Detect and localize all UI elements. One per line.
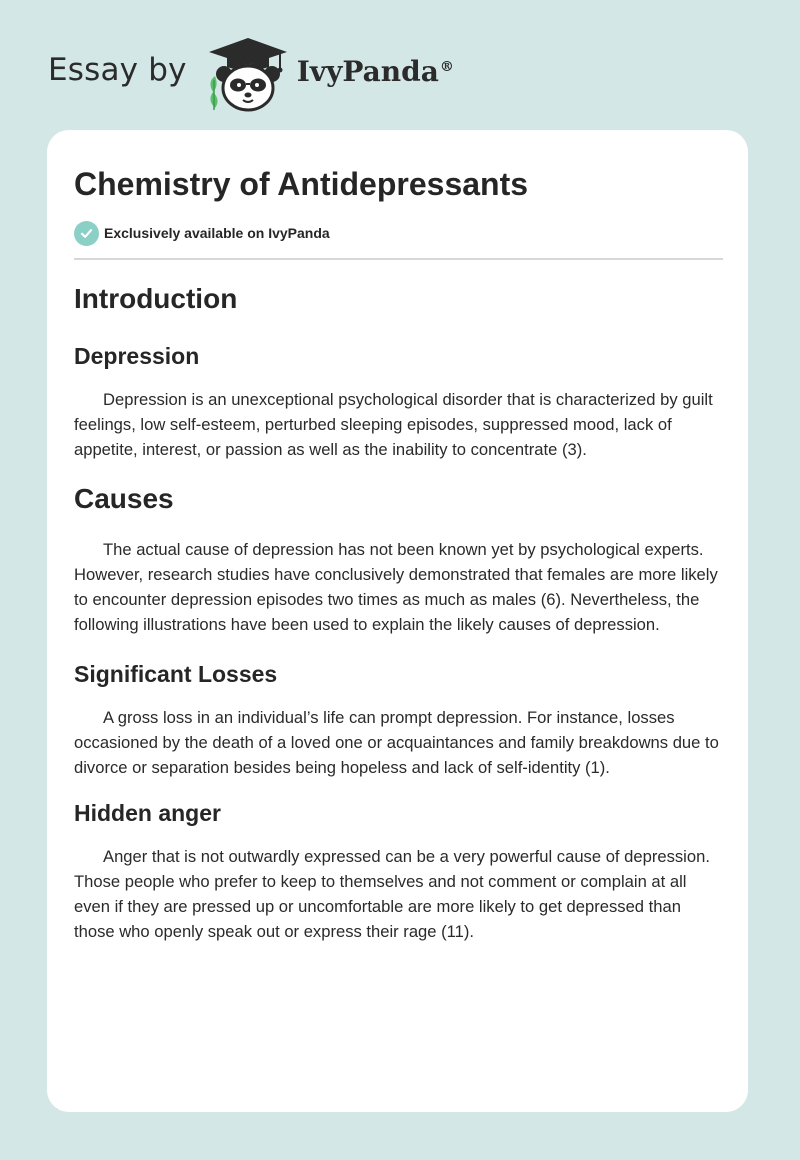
check-circle-icon xyxy=(74,221,99,246)
divider xyxy=(74,258,723,260)
essay-card xyxy=(47,130,748,1112)
paragraph-causes: The actual cause of depression has not been known yet by psychological experts. However, research studies have conclusively demonstrated that females are more likely to encounter depression episodes two times as much as males (6). Nevertheless, the following illustrations have been used to explain the likely causes of depression. xyxy=(74,540,718,634)
paragraph-depression: Depression is an unexceptional psychological disorder that is characterized by guilt feelings, low self-esteem, perturbed sleeping episodes, suppressed mood, lack of appetite, interest, or passion as well as the inability to concentrate (3). xyxy=(74,390,713,459)
heading-depression: Depression xyxy=(74,343,200,369)
heading-hidden-anger: Hidden anger xyxy=(74,800,221,826)
heading-significant-losses: Significant Losses xyxy=(74,661,278,687)
brand-logo[interactable] xyxy=(48,34,454,114)
paragraph-significant-losses: A gross loss in an individual’s life can prompt depression. For instance, losses occasioned by the death of a loved one or acquaintances and family breakdowns due to divorce or separation besides being hopeless and lack of self-identity (1). xyxy=(74,708,719,777)
brand-name: IvyPanda® xyxy=(296,55,454,88)
heading-causes: Causes xyxy=(74,483,174,514)
paragraph-hidden-anger: Anger that is not outwardly expressed can be a very powerful cause of depression. Those people who prefer to keep to themselves and not comment or complain at all even if they are pressed up or uncomfortable are more likely to get depressed than those who openly speak out or express their rage (11). xyxy=(74,847,710,941)
heading-introduction: Introduction xyxy=(74,283,238,314)
panda-graduate-icon xyxy=(205,34,291,114)
essay-title: Chemistry of Antidepressants xyxy=(74,166,529,202)
exclusive-label: Exclusively available on IvyPanda xyxy=(104,225,330,241)
brand-prefix: Essay by xyxy=(48,51,187,88)
exclusive-badge xyxy=(74,220,722,246)
